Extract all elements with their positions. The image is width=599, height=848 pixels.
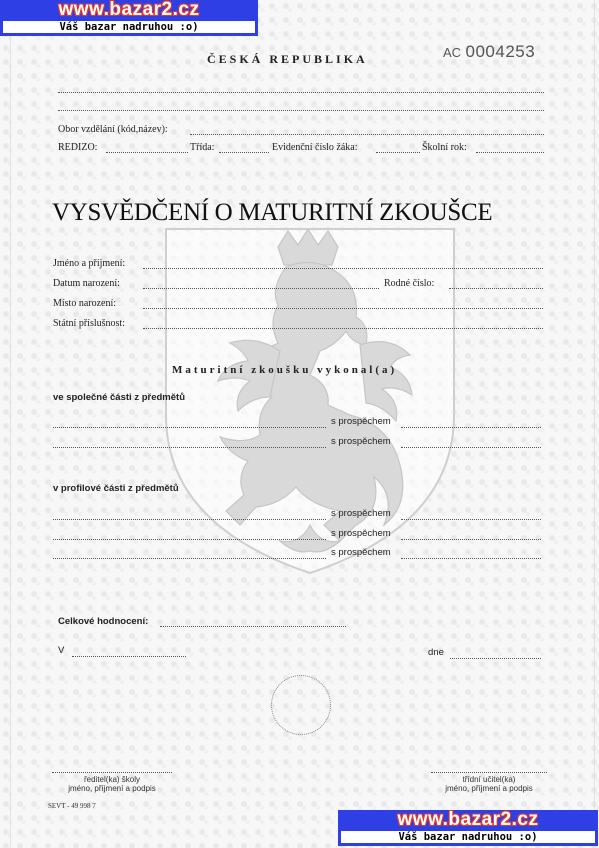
banner-bottom-url[interactable]: www.bazar2.cz — [397, 809, 539, 830]
place-field[interactable] — [72, 656, 186, 657]
profile-subject-2-field[interactable] — [53, 539, 326, 540]
citizenship-label: Státní příslušnost: — [53, 318, 125, 329]
director-title: ředitel(ka) školy — [83, 775, 140, 784]
obor-label: Obor vzdělání (kód,název): — [58, 124, 168, 135]
place-label: V — [58, 645, 65, 656]
stamp-circle — [271, 675, 331, 735]
common-grade-label-2: s prospěchem — [331, 436, 391, 447]
profile-grade-label-2: s prospěchem — [331, 528, 391, 539]
banner-bottom[interactable] — [338, 810, 598, 846]
profile-subject-3-field[interactable] — [53, 558, 326, 559]
profile-grade-label-3: s prospěchem — [331, 547, 391, 558]
trida-label: Třída: — [190, 142, 215, 153]
common-grade-label-1: s prospěchem — [331, 416, 391, 427]
overall-label: Celkové hodnocení: — [58, 616, 149, 627]
common-part-heading: ve společné části z předmětů — [53, 392, 185, 403]
country-heading: ČESKÁ REPUBLIKA — [207, 52, 368, 66]
profile-part-heading: v profilové části z předmětů — [53, 483, 179, 494]
birth-place-field[interactable] — [143, 308, 543, 309]
profile-grade-3-field[interactable] — [401, 558, 541, 559]
overall-field[interactable] — [160, 626, 346, 627]
date-label: dne — [428, 647, 444, 658]
birth-place-label: Místo narození: — [53, 298, 117, 309]
redizo-field[interactable] — [106, 152, 188, 153]
birth-number-label: Rodné číslo: — [384, 278, 435, 289]
director-subtitle: jméno, příjmení a podpis — [68, 784, 156, 793]
serial-prefix: AC — [443, 45, 462, 60]
redizo-label: REDIZO: — [58, 142, 98, 153]
common-grade-1-field[interactable] — [401, 427, 541, 428]
teacher-title: třídní učitel(ka) — [462, 775, 516, 784]
profile-subject-1-field[interactable] — [53, 519, 326, 520]
citizenship-field[interactable] — [143, 328, 543, 329]
evidencni-field[interactable] — [376, 152, 420, 153]
evidencni-label: Evidenční číslo žáka: — [272, 142, 358, 153]
skolni-rok-label: Školní rok: — [422, 142, 467, 153]
exam-heading: Maturitní zkoušku vykonal(a) — [172, 364, 398, 376]
teacher-subtitle: jméno, příjmení a podpis — [445, 784, 533, 793]
date-field[interactable] — [450, 658, 541, 659]
birth-date-field[interactable] — [143, 288, 379, 289]
skolni-rok-field[interactable] — [476, 152, 544, 153]
director-signature-line[interactable] — [52, 772, 172, 773]
profile-grade-1-field[interactable] — [401, 519, 541, 520]
serial-number — [443, 42, 535, 62]
profile-grade-2-field[interactable] — [401, 539, 541, 540]
profile-grade-label-1: s prospěchem — [331, 508, 391, 519]
teacher-signature-line[interactable] — [431, 772, 547, 773]
school-name-line-2[interactable] — [58, 110, 544, 111]
document-title: VYSVĚDČENÍ O MATURITNÍ ZKOUŠCE — [52, 199, 493, 226]
birth-date-label: Datum narození: — [53, 278, 120, 289]
banner-top-url[interactable]: www.bazar2.cz — [58, 0, 200, 20]
serial-digits: 0004253 — [465, 42, 536, 61]
trida-field[interactable] — [219, 152, 269, 153]
banner-top[interactable] — [0, 0, 258, 36]
banner-top-tagline: Váš bazar nadruhou :o) — [3, 21, 255, 33]
name-field[interactable] — [143, 268, 543, 269]
common-subject-2-field[interactable] — [53, 447, 326, 448]
school-name-line-1[interactable] — [58, 92, 544, 93]
banner-bottom-tagline: Váš bazar nadruhou :o) — [341, 831, 595, 843]
footer-code: SEVT - 49 998 7 — [48, 802, 96, 810]
birth-number-field[interactable] — [449, 288, 543, 289]
obor-field[interactable] — [190, 134, 544, 135]
common-subject-1-field[interactable] — [53, 427, 326, 428]
common-grade-2-field[interactable] — [401, 447, 541, 448]
name-label: Jméno a příjmení: — [53, 258, 126, 269]
